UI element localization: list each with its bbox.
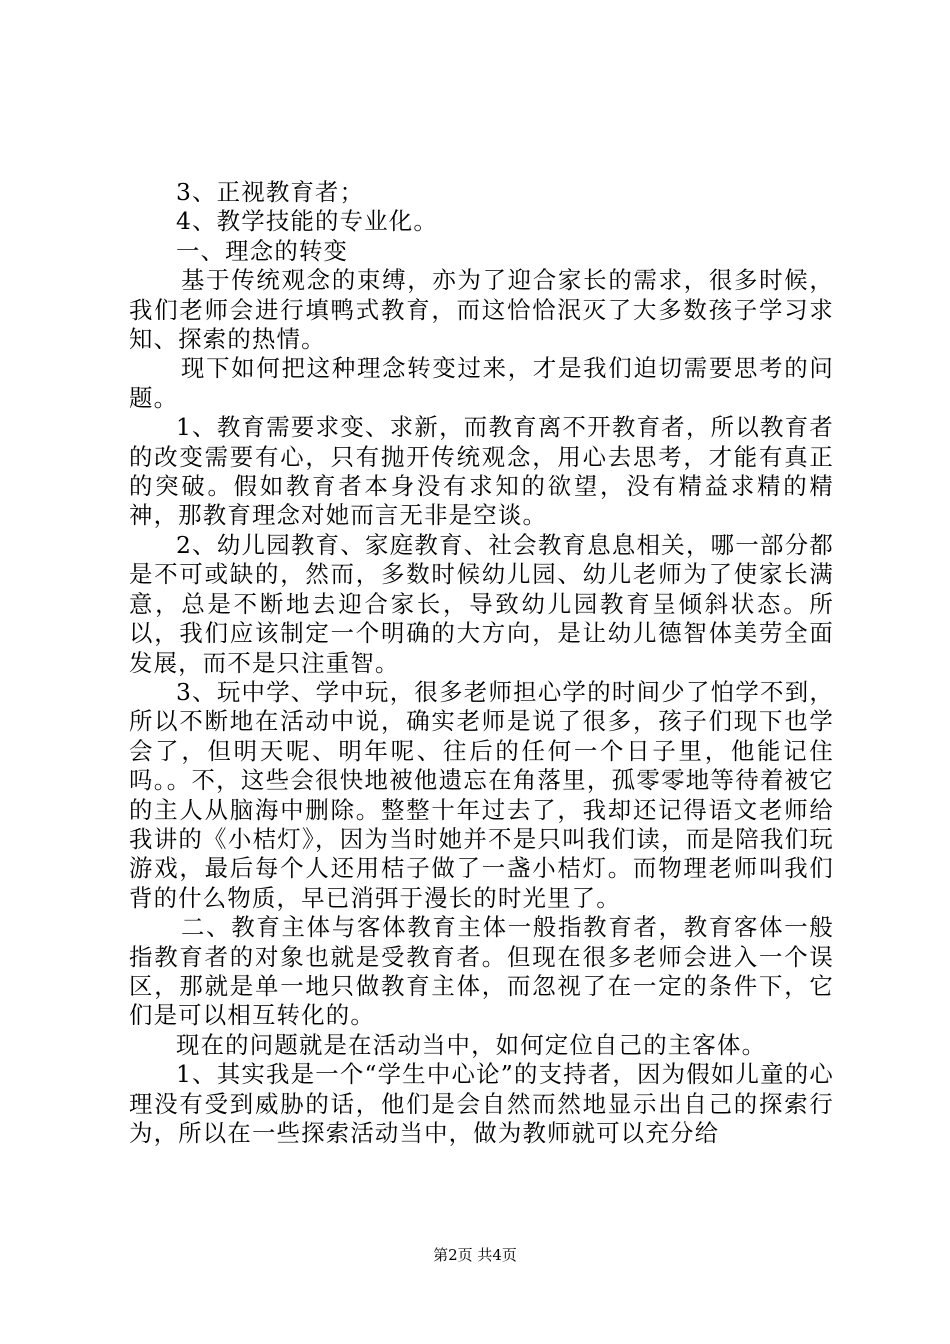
section-heading-1: 一、理念的转变 — [176, 236, 349, 265]
paragraph-student-center: 1、其实我是一个“学生中心论”的支持者，因为假如儿童的心理没有受到威胁的话，他们是会自然而然地显示出自己的探索行为，所以在一些探索活动当中，做为教师就可以充分给 — [129, 1060, 834, 1147]
paragraph-point-1: 1、教育需要求变、求新，而教育离不开教育者，所以教育者的改变需要有心，只有抛开传统观念，用心去思考，才能有真正的突破。假如教育者本身没有求知的欲望，没有精益求精的精神，那教育理念对她而言无非是空谈。 — [129, 413, 834, 530]
page-number-footer: 第2页 共4页 — [433, 1246, 517, 1264]
paragraph-item-4: 4、教学技能的专业化。 — [176, 207, 438, 236]
paragraph-item-3: 3、正视教育者； — [176, 178, 365, 206]
section-heading-2: 二、教育主体与客体教育主体一般指教育者，教育客体一般指教育者的对象也就是受教育者。但现在很多老师会进入一个误区，那就是单一地只做教育主体，而忽视了在一定的条件下，它们是可以相互转化的。 — [129, 913, 834, 1030]
paragraph-transform: 现下如何把这种理念转变过来，才是我们迫切需要思考的问题。 — [129, 354, 834, 412]
paragraph-point-3: 3、玩中学、学中玩，很多老师担心学的时间少了怕学不到，所以不断地在活动中说，确实老师是说了很多，孩子们现下也学会了，但明天呢、明年呢、往后的任何一个日子里，他能记住吗。。不，这些会很快地被他遗忘在角落里，孤零零地等待着被它的主人从脑海中删除。整整十年过去了，我却还记得语文老师给我讲的《小桔灯》，因为当时她并不是只叫我们读，而是陪我们玩游戏，最后每个人还用桔子做了一盏小桔灯。而物理老师叫我们背的什么物质，早已消弭于漫长的时光里了。 — [129, 677, 834, 912]
paragraph-point-2: 2、幼儿园教育、家庭教育、社会教育息息相关，哪一部分都是不可或缺的，然而，多数时候幼儿园、幼儿老师为了使家长满意，总是不断地去迎合家长，导致幼儿园教育呈倾斜状态。所以，我们应该制定一个明确的大方向，是让幼儿德智体美劳全面发展，而不是只注重智。 — [129, 530, 834, 677]
paragraph-question: 现在的问题就是在活动当中，如何定位自己的主客体。 — [176, 1030, 767, 1059]
paragraph-tradition: 基于传统观念的束缚，亦为了迎合家长的需求，很多时候，我们老师会进行填鸭式教育，而这恰恰泯灭了大多数孩子学习求知、探索的热情。 — [129, 266, 834, 354]
document-body — [129, 178, 834, 1148]
